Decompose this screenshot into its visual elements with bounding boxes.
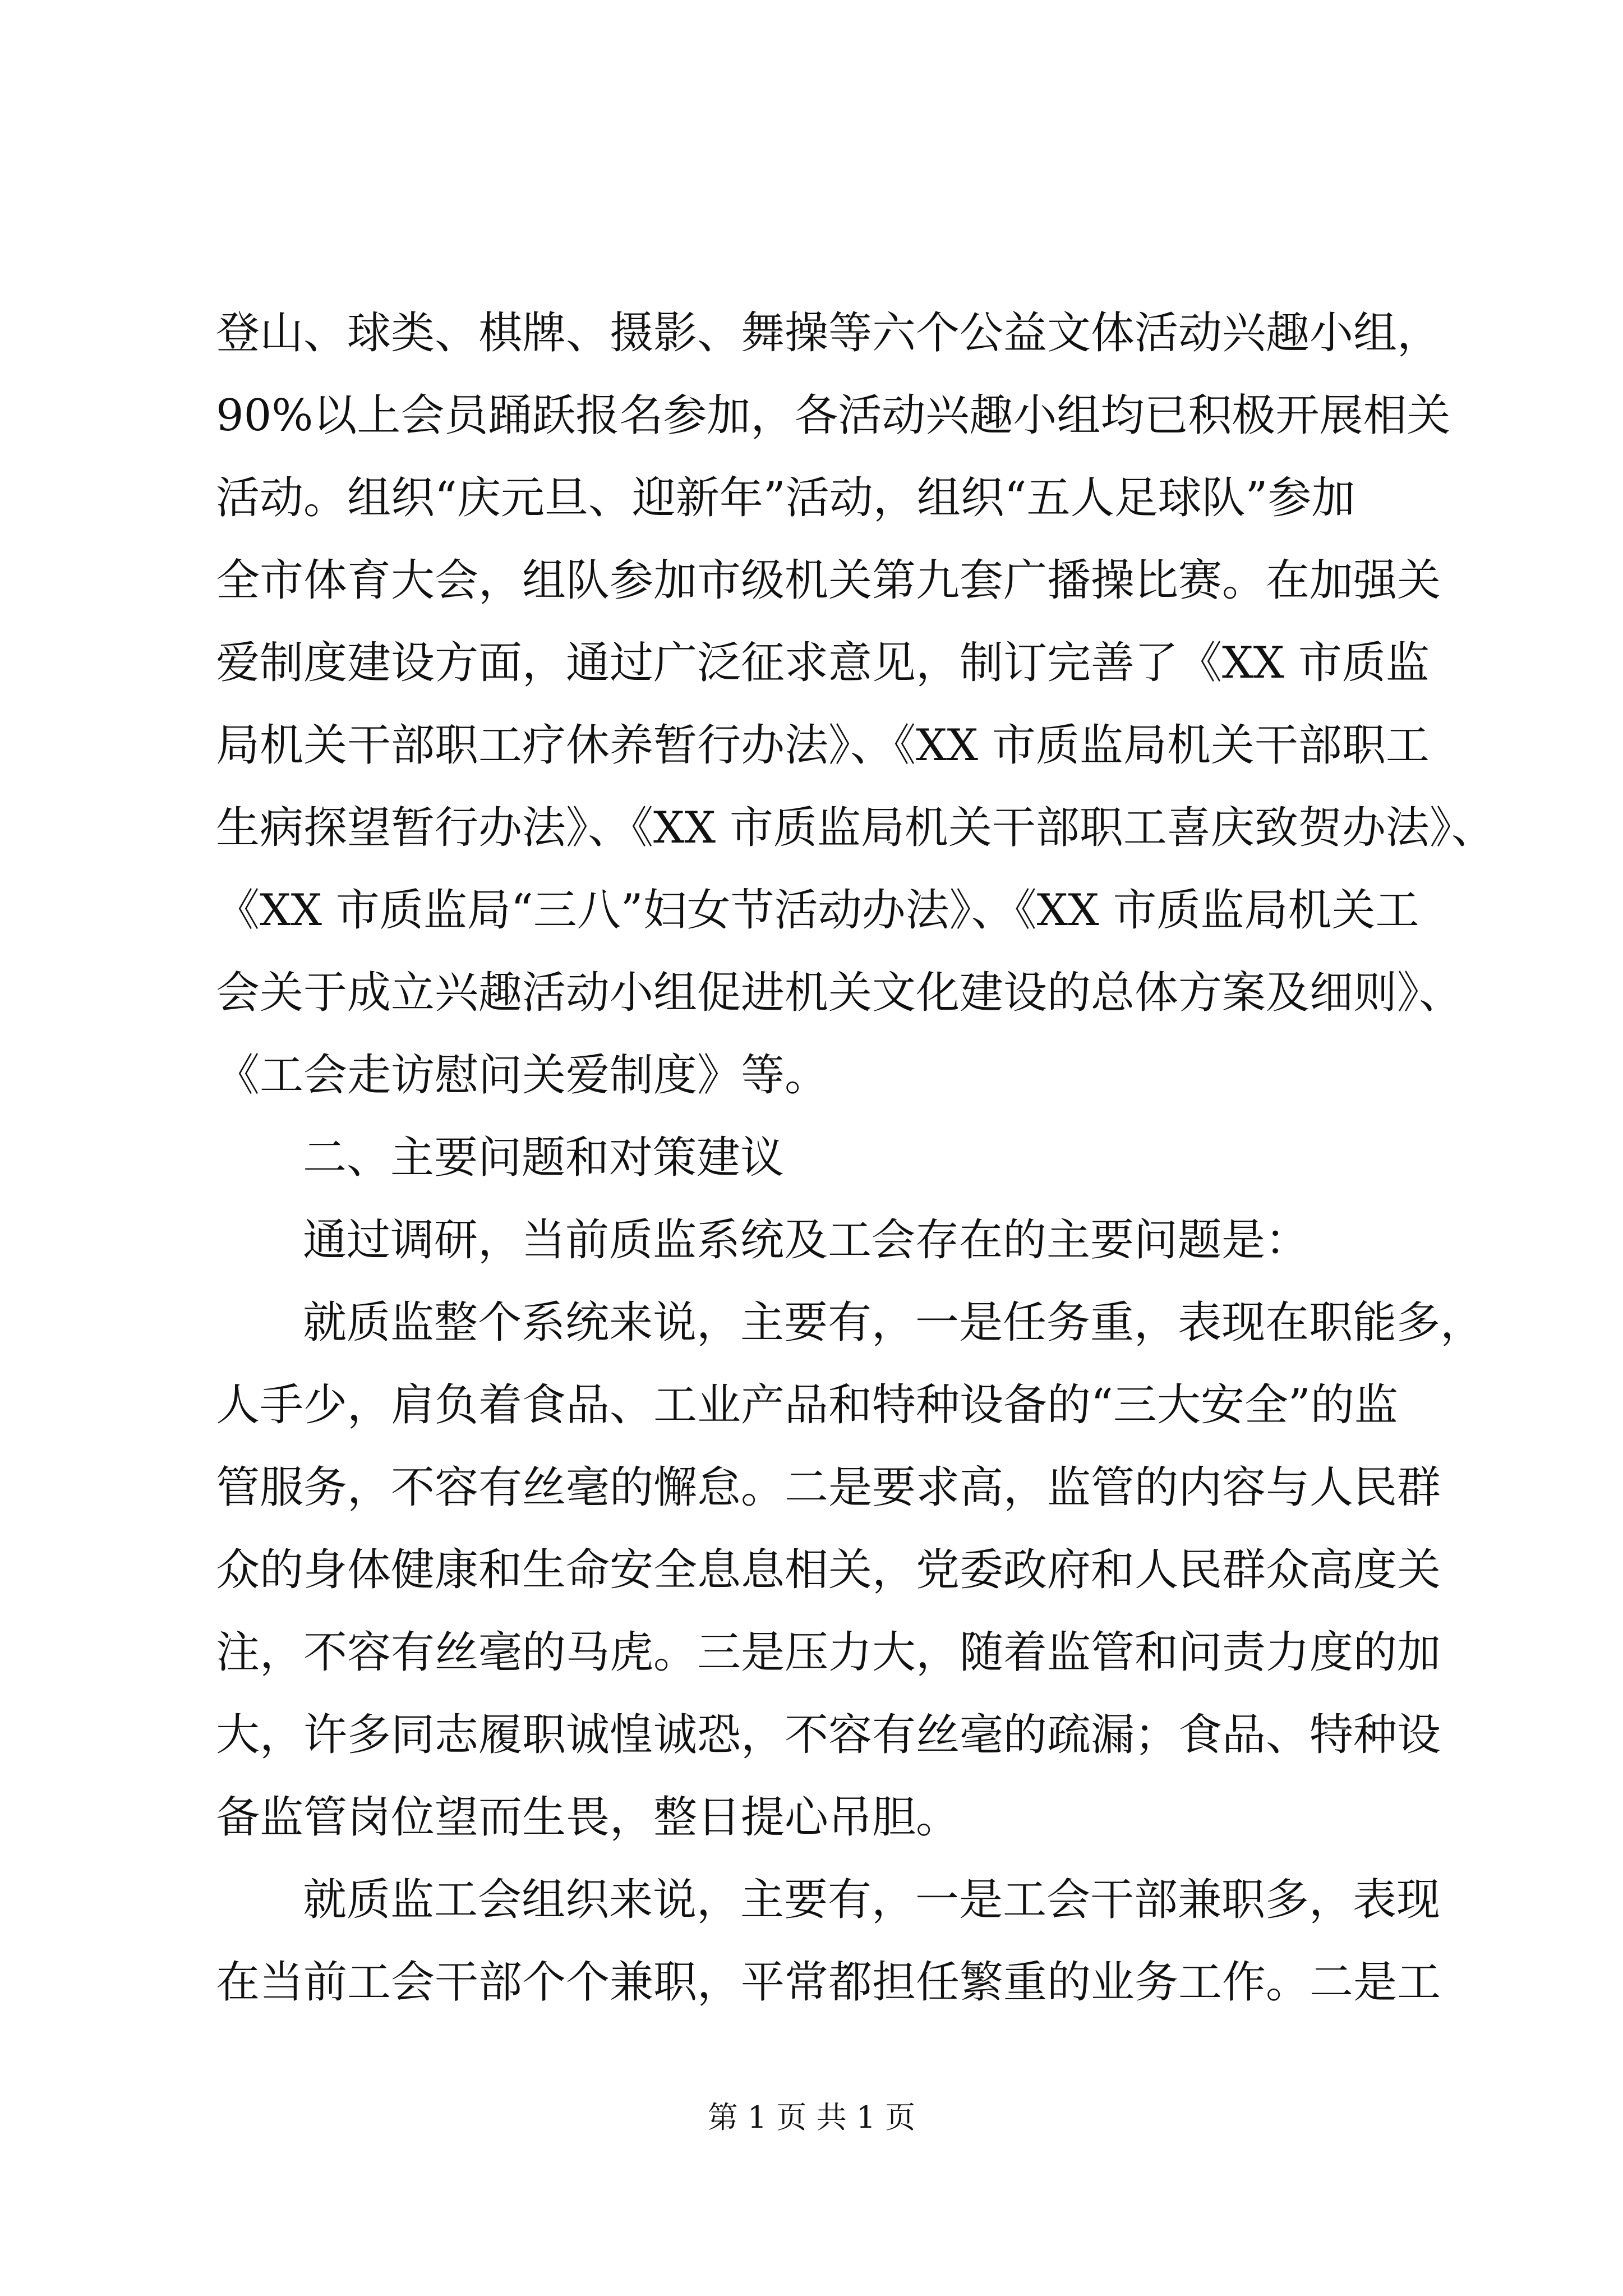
body-text-line: 爱制度建设方面，通过广泛征求意见，制订完善了《XX 市质监 — [216, 638, 1430, 688]
body-text-line: 局机关干部职工疗休养暂行办法》、《XX 市质监局机关干部职工 — [216, 720, 1430, 771]
body-text-line: 就质监工会组织来说，主要有，一是工会干部兼职多，表现 — [303, 1875, 1441, 1925]
body-text-line: 《XX 市质监局“三八”妇女节活动办法》、《XX 市质监局机关工 — [216, 885, 1419, 936]
body-text-line: 全市体育大会，组队参加市级机关第九套广播操比赛。在加强关 — [216, 555, 1441, 606]
page-footer: 第 1 页 共 1 页 — [707, 2100, 916, 2135]
body-text-line: 《工会走访慰问关爱制度》等。 — [216, 1050, 829, 1101]
body-text-line: 备监管岗位望而生畏，整日提心吊胆。 — [216, 1792, 960, 1843]
body-text-line: 活动。组织“庆元旦、迎新年”活动，组织“五人足球队”参加 — [216, 473, 1355, 523]
body-text-line: 管服务，不容有丝毫的懈怠。二是要求高，监管的内容与人民群 — [216, 1462, 1441, 1513]
body-text-line: 通过调研，当前质监系统及工会存在的主要问题是： — [303, 1215, 1310, 1266]
body-text-line: 人手少，肩负着食品、工业产品和特种设备的“三大安全”的监 — [216, 1380, 1398, 1430]
body-text-line: 登山、球类、棋牌、摄影、舞操等六个公益文体活动兴趣小组， — [216, 308, 1441, 358]
body-text-line: 生病探望暂行办法》、《XX 市质监局机关干部职工喜庆致贺办法》、 — [216, 803, 1495, 853]
body-text-line: 90%以上会员踊跃报名参加，各活动兴趣小组均已积极开展相关 — [216, 390, 1451, 441]
section-heading: 二、主要问题和对策建议 — [303, 1133, 785, 1183]
body-text-line: 在当前工会干部个个兼职，平常都担任繁重的业务工作。二是工 — [216, 1957, 1441, 2008]
body-text-line: 大，许多同志履职诚惶诚恐，不容有丝毫的疏漏；食品、特种设 — [216, 1710, 1441, 1760]
body-text-line: 会关于成立兴趣活动小组促进机关文化建设的总体方案及细则》、 — [216, 968, 1463, 1018]
body-text-line: 注，不容有丝毫的马虎。三是压力大，随着监管和问责力度的加 — [216, 1627, 1441, 1678]
body-text-line: 就质监整个系统来说，主要有，一是任务重，表现在职能多， — [303, 1297, 1484, 1348]
body-text-line: 众的身体健康和生命安全息息相关，党委政府和人民群众高度关 — [216, 1545, 1441, 1595]
